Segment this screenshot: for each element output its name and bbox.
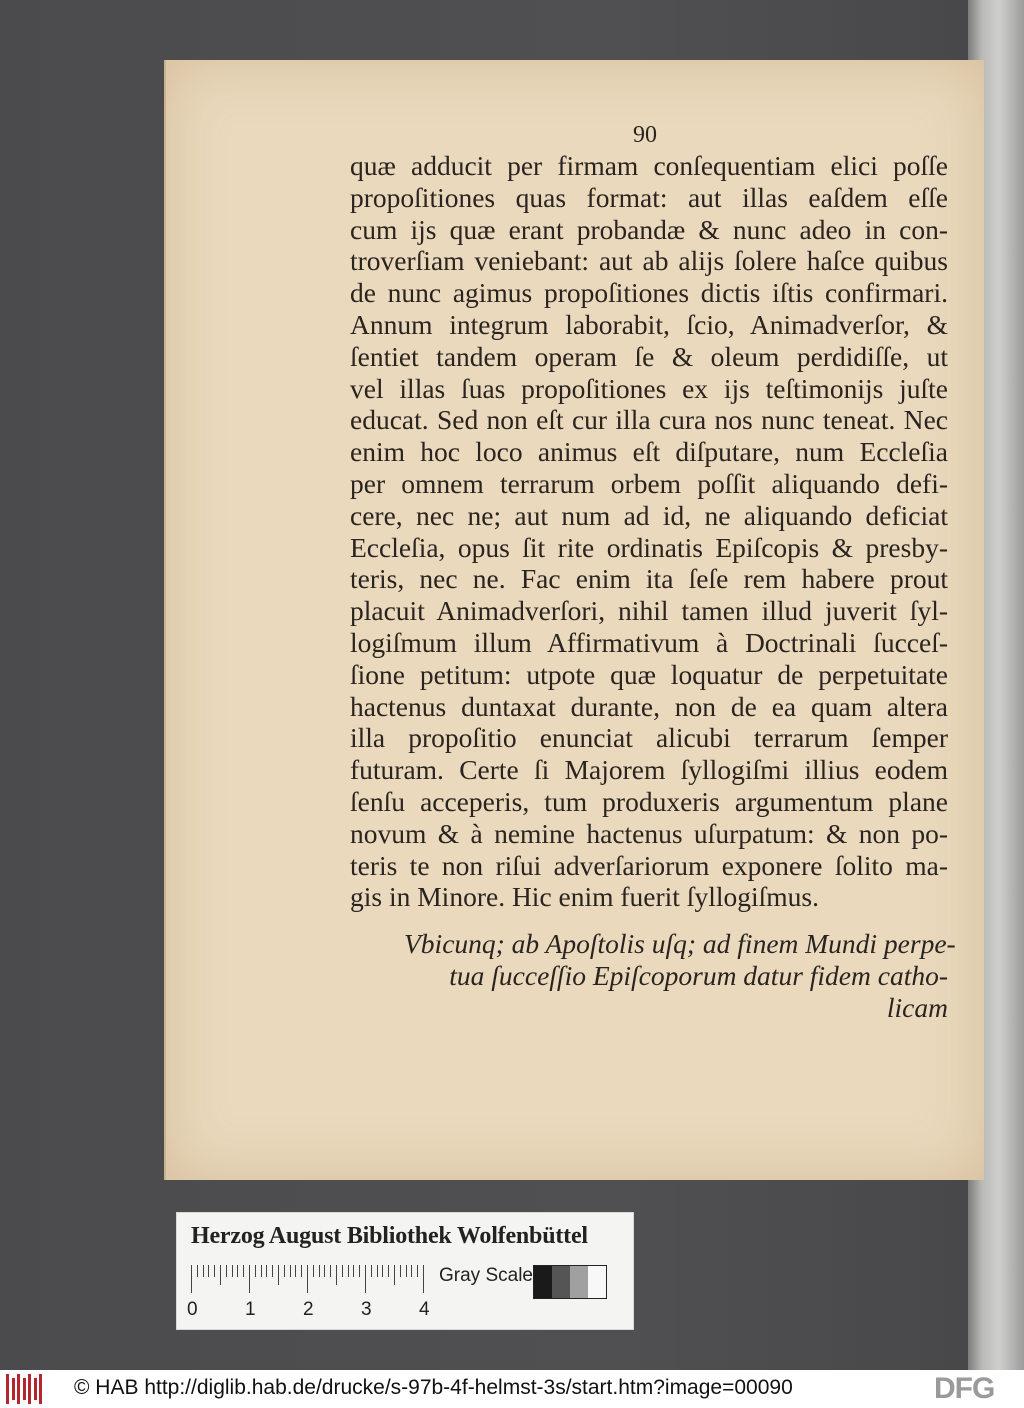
text-line: illa propoſitio enunciat alicubi terrarum ſemper <box>350 722 948 754</box>
gray-scale-label: Gray Scale <box>439 1265 533 1286</box>
ruler-tick <box>417 1265 418 1277</box>
ruler-tick <box>406 1265 407 1277</box>
ruler-tick <box>336 1265 337 1285</box>
ruler-tick <box>249 1265 250 1293</box>
quote-line: tua ſucceſſio Epiſcoporum datur fidem catho- <box>449 960 948 991</box>
text-line: per omnem terrarum orbem poſſit aliquando defi- <box>350 467 948 499</box>
ruler-number: 4 <box>419 1299 430 1320</box>
ruler-tick <box>377 1265 378 1277</box>
text-line: teris, nec ne. Fac enim ita ſeſe rem habere prout <box>350 563 948 595</box>
logo-bar <box>12 1378 15 1400</box>
gray-swatch <box>534 1266 552 1298</box>
text-line: novum & à nemine hactenus uſurpatum: & non po- <box>350 817 948 849</box>
text-line: cere, nec ne; aut num ad id, ne aliquando deficiat <box>350 499 948 531</box>
ruler-tick <box>191 1265 192 1293</box>
text-line: placuit Animadverſori, nihil tamen illud juverit ſyl- <box>350 595 948 627</box>
ruler-tick <box>290 1265 291 1277</box>
ruler-tick <box>411 1265 412 1277</box>
gray-swatch <box>570 1266 588 1298</box>
ruler-tick <box>359 1265 360 1277</box>
italic-quote <box>404 928 956 1024</box>
ruler-tick <box>371 1265 372 1277</box>
ruler-tick <box>394 1265 395 1285</box>
ruler-tick <box>220 1265 221 1285</box>
logo-bar <box>23 1378 26 1400</box>
text-line: futuram. Certe ſi Majorem ſyllogiſmi illius eodem <box>350 754 948 786</box>
ruler-tick <box>237 1265 238 1277</box>
ruler <box>191 1265 431 1293</box>
ruler-tick <box>203 1265 204 1277</box>
footer-bar <box>0 1370 1024 1408</box>
color-scale-card <box>176 1212 634 1330</box>
text-line: educat. Sed non eſt cur illa cura nos nunc teneat. Nec <box>350 404 948 436</box>
ruler-tick <box>278 1265 279 1285</box>
ruler-tick <box>243 1265 244 1277</box>
ruler-tick <box>197 1265 198 1277</box>
hab-logo-icon <box>6 1374 46 1404</box>
ruler-tick <box>342 1265 343 1277</box>
ruler-tick <box>232 1265 233 1277</box>
ruler-number: 3 <box>361 1299 372 1320</box>
text-line: gis in Minore. Hic enim fuerit ſyllogiſmus. <box>350 881 819 913</box>
text-line: hactenus duntaxat durante, non de ea quam altera <box>350 690 948 722</box>
text-line: teris te non riſui adverſariorum exponere ſolito ma- <box>350 849 948 881</box>
ruler-tick <box>423 1265 424 1293</box>
ruler-tick <box>348 1265 349 1277</box>
ruler-tick <box>272 1265 273 1277</box>
gray-swatch <box>552 1266 570 1298</box>
logo-bar <box>17 1374 20 1404</box>
ruler-tick <box>319 1265 320 1277</box>
quote-line: licam <box>886 992 948 1023</box>
ruler-tick <box>382 1265 383 1277</box>
text-line: de nunc agimus propoſitiones dictis iſtis confirmari. <box>350 277 948 309</box>
ruler-tick <box>226 1265 227 1277</box>
ruler-tick <box>214 1265 215 1277</box>
ruler-tick <box>388 1265 389 1277</box>
ruler-tick <box>266 1265 267 1277</box>
ruler-tick <box>208 1265 209 1277</box>
ruler-number: 0 <box>187 1299 198 1320</box>
ruler-tick <box>400 1265 401 1277</box>
ruler-tick <box>313 1265 314 1277</box>
ruler-tick <box>324 1265 325 1277</box>
ruler-tick <box>295 1265 296 1277</box>
text-line: Eccleſia, opus ſit rite ordinatis Epiſcopis & presby- <box>350 531 948 563</box>
ruler-tick <box>353 1265 354 1277</box>
text-line: ſentiet tandem operam ſe & oleum perdidiſſe, ut <box>350 340 948 372</box>
ruler-number: 2 <box>303 1299 314 1320</box>
text-line: logiſmum illum Affirmativum à Doctrinali ſucceſ- <box>350 626 948 658</box>
logo-bar <box>34 1378 37 1400</box>
ruler-tick <box>330 1265 331 1277</box>
ruler-number: 1 <box>245 1299 256 1320</box>
text-line: quæ adducit per firmam conſequentiam elici poſſe <box>350 150 948 181</box>
ruler-tick <box>284 1265 285 1277</box>
ruler-tick <box>301 1265 302 1277</box>
text-line: Annum integrum laborabit, ſcio, Animadverſor, & <box>350 308 948 340</box>
logo-bar <box>6 1374 9 1404</box>
ruler-tick <box>307 1265 308 1293</box>
ruler-tick <box>261 1265 262 1277</box>
text-line: troverſiam veniebant: aut ab alijs ſolere haſce quibus <box>350 245 948 277</box>
text-line: enim hoc loco animus eſt diſputare, num Eccleſia <box>350 436 948 468</box>
dfg-logo: DFG <box>934 1372 995 1405</box>
ruler-numbers <box>187 1299 447 1321</box>
body-text <box>350 150 948 913</box>
text-line: vel illas ſuas propoſitiones ex ijs teſtimonijs juſte <box>350 372 948 404</box>
logo-bar <box>28 1374 31 1404</box>
quote-line: Vbicunq; ab Apoſtolis uſq; ad finem Mundi perpe- <box>404 928 956 959</box>
gray-scale-swatches <box>533 1265 607 1299</box>
library-name: Herzog August Bibliothek Wolfenbüttel <box>191 1223 588 1249</box>
logo-bar <box>39 1374 42 1404</box>
text-line: ſenſu acceperis, tum produxeris argumentum plane <box>350 785 948 817</box>
footer-copyright-url[interactable]: © HAB http://diglib.hab.de/drucke/s-97b-4f-helmst-3s/start.htm?image=00090 <box>74 1376 793 1399</box>
ruler-tick <box>255 1265 256 1277</box>
ruler-tick <box>365 1265 366 1293</box>
text-line: ſione petitum: utpote quæ loquatur de perpetuitate <box>350 658 948 690</box>
text-line: propoſitiones quas format: aut illas eaſdem eſſe <box>350 181 948 213</box>
text-line: cum ijs quæ erant probandæ & nunc adeo in con- <box>350 213 948 245</box>
page-number: 90 <box>633 122 657 148</box>
gray-swatch <box>588 1266 606 1298</box>
